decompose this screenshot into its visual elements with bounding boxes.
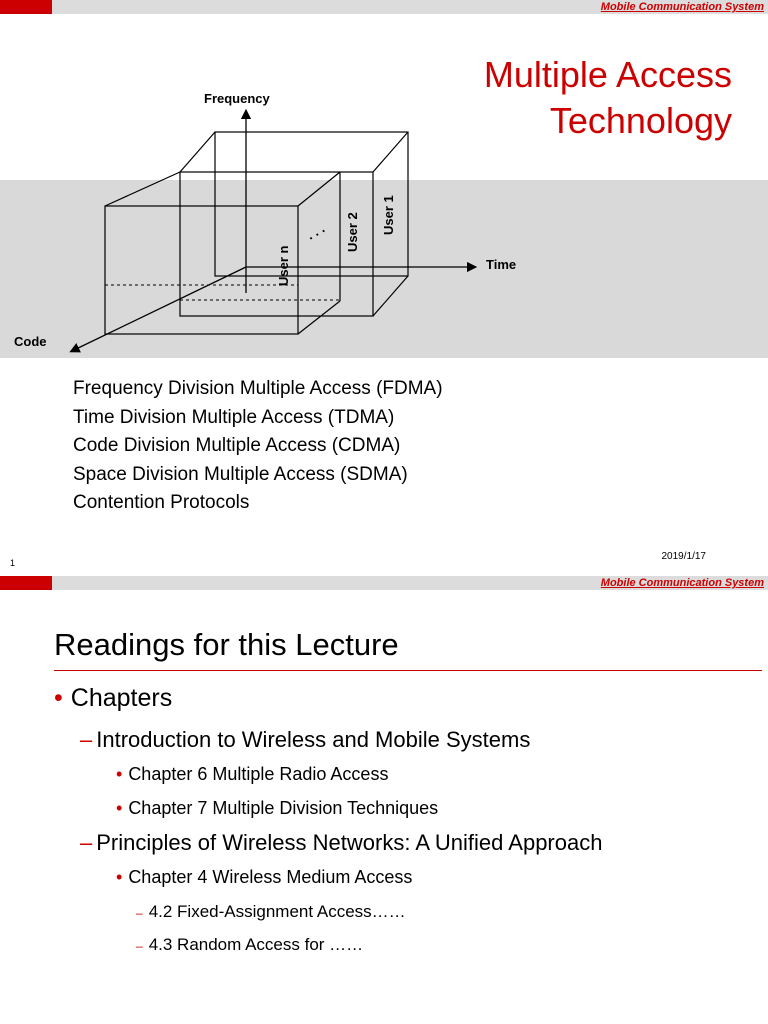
time-label: Time (486, 257, 517, 272)
top-bar-accent (0, 0, 52, 14)
user-2-label: User 2 (345, 212, 360, 252)
book-1-chapter-6 (116, 764, 388, 785)
title-line-1: Multiple Access (483, 54, 732, 95)
access-methods-list (73, 375, 443, 518)
dash-mark: – (80, 727, 93, 752)
multiple-access-diagram (0, 80, 560, 360)
page-number: 1 (10, 558, 16, 568)
code-axis (74, 267, 246, 350)
slide-title: Readings for this Lecture (54, 627, 399, 662)
header-brand: Mobile Communication System (600, 1, 764, 13)
list-item: Code Division Multiple Access (CDMA) (73, 435, 401, 456)
book-1 (80, 727, 530, 753)
section-text: 4.3 Random Access for …… (148, 935, 364, 954)
book-2 (80, 830, 602, 856)
box-user-1 (180, 132, 408, 316)
title-line-2: Technology (549, 100, 732, 141)
bullet-mark: • (54, 684, 63, 712)
book-1-chapter-7 (116, 798, 438, 819)
dash-mark: – (136, 939, 143, 953)
bullet-mark: • (116, 867, 123, 887)
user-n-label: User n (276, 245, 291, 286)
bullet-chapters (54, 684, 172, 713)
list-item: Space Division Multiple Access (SDMA) (73, 463, 408, 485)
chapter-text: Chapter 7 Multiple Division Techniques (128, 798, 439, 818)
list-item: Frequency Division Multiple Access (FDMA) (73, 378, 443, 399)
list-item: Time Division Multiple Access (TDMA) (73, 406, 395, 428)
bullet-mark: • (116, 764, 123, 784)
box-user-n (105, 172, 340, 334)
book-1-title: Introduction to Wireless and Mobile Systems (96, 727, 531, 752)
section-text: 4.2 Fixed-Assignment Access…… (148, 902, 406, 921)
bullet-mark: • (116, 798, 123, 818)
section-4-2 (136, 902, 406, 922)
code-label: Code (14, 334, 47, 349)
section-4-3 (136, 935, 363, 955)
list-item: Contention Protocols (73, 492, 250, 513)
book-2-title: Principles of Wireless Networks: A Unified Approach (96, 830, 603, 855)
header-brand: Mobile Communication System (600, 577, 764, 589)
frequency-label: Frequency (204, 91, 270, 106)
chapter-text: Chapter 4 Wireless Medium Access (128, 867, 413, 887)
slide-2 (0, 576, 768, 1024)
book-2-chapter-4 (116, 867, 412, 888)
top-bar-accent (0, 576, 52, 590)
dash-mark: – (80, 830, 93, 855)
chapter-text: Chapter 6 Multiple Radio Access (128, 764, 389, 784)
slide-date: 2019/1/17 (661, 551, 706, 562)
dash-mark: – (136, 906, 143, 920)
ellipsis: . . . (304, 220, 328, 243)
user-1-label: User 1 (381, 195, 396, 235)
bullet-text: Chapters (70, 684, 173, 712)
title-divider (54, 670, 762, 671)
